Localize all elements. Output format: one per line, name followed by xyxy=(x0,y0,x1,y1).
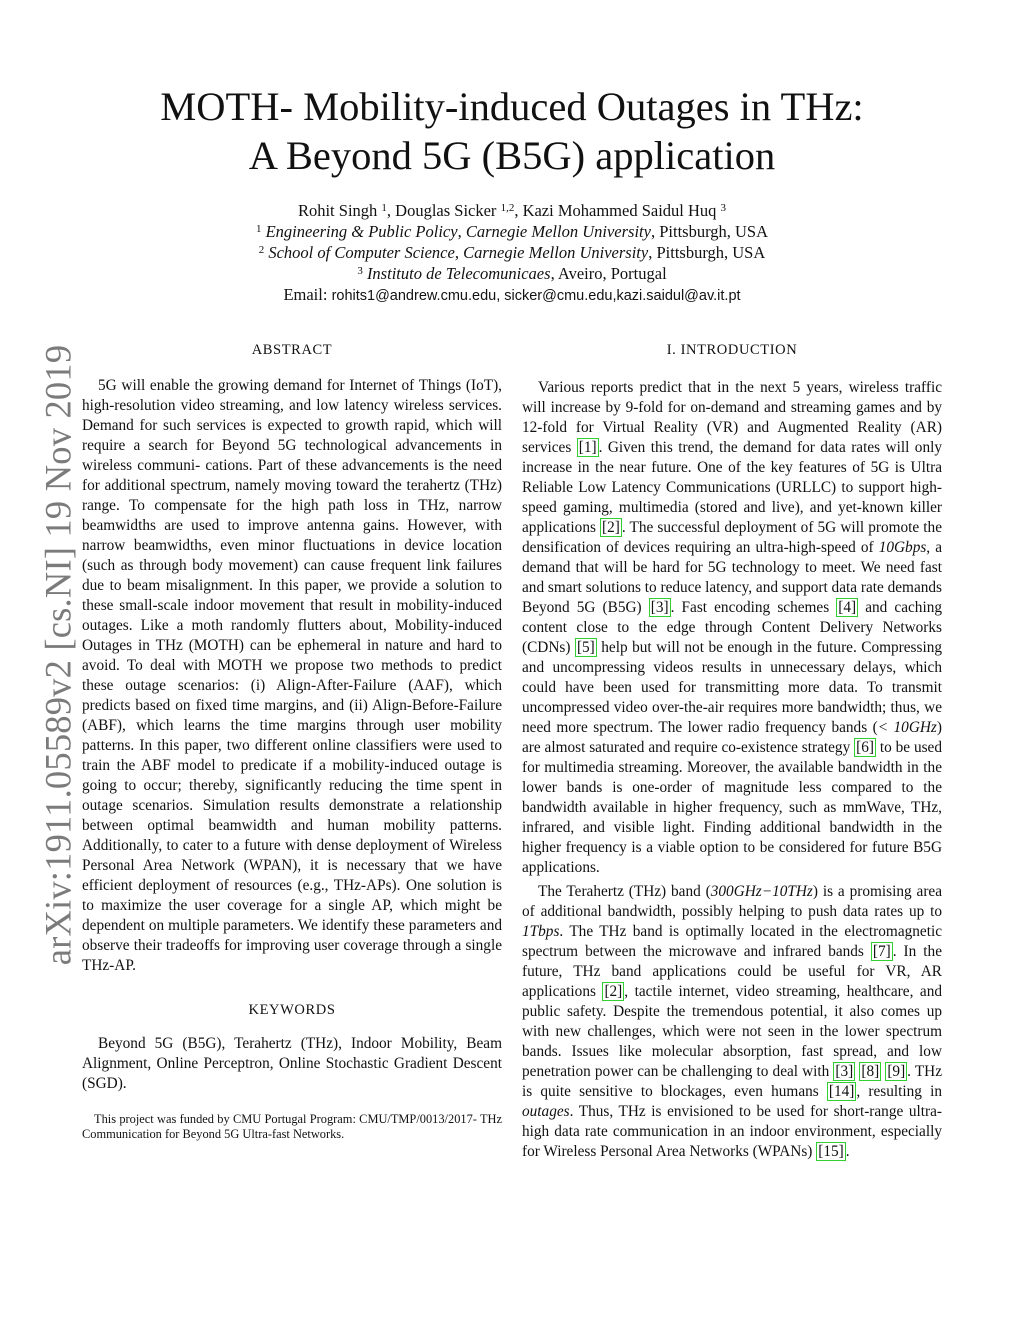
citation-link[interactable]: [2] xyxy=(602,519,620,536)
author-2: Douglas Sicker xyxy=(395,201,497,220)
citation-link[interactable]: [7] xyxy=(872,943,891,960)
citation-link[interactable]: [5] xyxy=(576,639,595,656)
right-column xyxy=(522,340,942,1162)
email-label: Email: xyxy=(283,285,328,304)
math-expression: 10Gbps xyxy=(878,539,927,556)
author-names: Rohit Singh $^1$, Douglas Sicker $^{1,2}$, Kazi Mohammed Saidul Huq $^3$ xyxy=(297,201,727,220)
math-expression: < 10GHz xyxy=(877,719,937,736)
math-expression: 1Tbps xyxy=(522,923,560,940)
author-2-affiliation-mark: 1,2 xyxy=(500,202,515,214)
citation-link[interactable]: [2] xyxy=(604,983,623,1000)
citation-link[interactable]: [15] xyxy=(818,1143,844,1160)
introduction-body xyxy=(522,378,942,1162)
keywords-heading: KEYWORDS xyxy=(248,1002,336,1018)
affiliation-2: $^2$ School of Computer Science, Carnegie Mellon University, Pittsburgh, USA xyxy=(258,243,766,262)
author-3-affiliation-mark: 3 xyxy=(720,202,727,214)
affiliation-1: $^1$ Engineering & Public Policy, Carnegie Mellon University, Pittsburgh, USA xyxy=(255,222,769,241)
emphasis-outages: outages xyxy=(522,1103,570,1120)
keywords-text: Beyond 5G (B5G), Terahertz (THz), Indoor Mobility, Beam Alignment, Online Perceptron, Online Stochastic Gradient Descent (SGD). xyxy=(82,1035,502,1092)
left-column xyxy=(82,340,502,1154)
citation-link[interactable]: [14] xyxy=(828,1083,855,1100)
author-1-affiliation-mark: 1 xyxy=(381,202,387,214)
author-3: Kazi Mohammed Saidul Huq xyxy=(522,201,717,220)
affiliation-3: $^3$ Instituto de Telecomunicaes, Aveiro, Portugal xyxy=(357,264,667,283)
author-1: Rohit Singh xyxy=(297,201,378,220)
email-addresses[interactable]: rohits1@andrew.cmu.edu, sicker@cmu.edu,kazi.saidul@av.it.pt xyxy=(331,288,741,304)
intro-paragraph-1: Various reports predict that in the next 5 years, wireless traffic will increase by 9-fold for on-demand and streaming games and by 12-fold for Virtual Reality (VR) and Augmented Reality (AR) services [1] . Given this trend, the demand for data rates will only increase in the near future. One of the key features of 5G is Ultra Reliable Low Latency Communications (URLLC) to support high-speed gaming, multimedia (stored and live), and yet-known killer applications [2] . The successful deployment of 5G will promote the densification of devices requiring an ultra-high-speed of 10Gbps, a demand that will be hard for 5G technology to meet. We need fast and smart solutions to reduce latency, and support data rate demands Beyond 5G (B5G) [3] . Fast encoding schemes [4] and caching content close to the edge through Content Delivery Networks (CDNs) [5] help but will not be enough in the future. Compressing and uncompressing videos results in unnecessary delays, which could have been used for transmitting more data. To transmit uncompressed video over-the-air requires more bandwidth; thus, we need more spectrum. The lower radio frequency bands (< 10GHz) are almost saturated and require co-existence strategy [6] to be used for multimedia streaming. Moreover, the available bandwidth in the lower bands is one-order of magnitude less compared to the bandwidth available in higher frequency, such as mmWave, THz, infrared, and visible light. Finding additional bandwidth in the higher frequency is a viable option to be considered for future B5G applications. xyxy=(522,379,943,876)
citation-link[interactable]: [6] xyxy=(856,739,874,756)
paper-title xyxy=(0,82,1024,180)
citation-link[interactable]: [3] xyxy=(650,599,669,616)
citation-link[interactable]: [1] xyxy=(578,439,597,456)
abstract-text: 5G will enable the growing demand for Internet of Things (IoT), high-resolution video streaming, and low latency wireless services. Demand for such services is expected to growth rapid, which will require a search for Beyond 5G technological advancements in wireless communi- cations. Part of these advancements is the need for additional spectrum, namely moving toward the terahertz (THz) range. To compensate for the high path loss in THz, narrow beamwidths are used to improve antenna gains. However, with narrow beamwidths, even minor fluctuations in device location (such as through body movement) can cause frequent link failures due to beam misalignment. In this paper, we provide a solution to these small-scale indoor movement that result in mobility-induced outages. Like a moth randomly flutters about, Mobility-induced Outages in THz (MOTH) can be ephemeral in nature and hard to avoid. To deal with MOTH we propose two methods to predict these outage scenarios: (i) Align-After-Failure (AAF), which predicts based on fixed time margins, and (ii) Align-Before-Failure (ABF), which learns the time margins through user mobility patterns. In this paper, two different online classifiers were used to train the ABF model to predicate if a mobility-induced outage is going to occur; thereby, significantly reducing the time spent in outage scenarios. Simulation results demonstrate a relationship between optimal beamwidth and human mobility patterns. Additionally, to cater to a future with dense deployment of Wireless Personal Area Network (WPAN), it is necessary that we have efficient deployment of resources (e.g., THz-APs). One solution is to maximize the user coverage for a single AP, which might be dependent on multiple parameters. We identify these parameters and observe their tradeoffs for improving user coverage through a single THz-AP. xyxy=(82,377,502,974)
funding-footnote: This project was funded by CMU Portugal Program: CMU/TMP/0013/2017- THz Communication for Beyond 5G Ultra-fast Networks. xyxy=(82,1112,502,1141)
citation-link[interactable]: [9] xyxy=(887,1063,906,1080)
email-line xyxy=(0,284,1024,307)
abstract-heading: ABSTRACT xyxy=(251,342,333,358)
title-line-2: A Beyond 5G (B5G) application xyxy=(248,133,776,178)
title-line-1: MOTH- Mobility-induced Outages in THz: xyxy=(160,84,864,129)
intro-paragraph-2: The Terahertz (THz) band (300GHz−10THz) is a promising area of additional bandwidth, possibly helping to push data rates up to 1Tbps. The THz band is optimally located in the electromagnetic spectrum between the microwave and infrared bands [7] . In the future, THz band applications could be useful for VR, AR applications [2] , tactile internet, video streaming, healthcare, and public safety. Despite the tremendous potential, it also comes up with new challenges, which were not seen in the lower spectrum bands. Issues like molecular absorption, fast spread, and low penetration power can be challenging to deal with [3] [8] [9] . THz is quite sensitive to blockages, even humans [14] , resulting in outages. Thus, THz is envisioned to be used for short-range ultra-high data rate communication in an indoor environment, especially for Wireless Personal Area Networks (WPANs) [15] . xyxy=(522,883,942,1160)
citation-link[interactable]: [4] xyxy=(838,599,857,616)
math-expression: 300GHz−10THz xyxy=(710,883,813,900)
citation-link[interactable]: [8] xyxy=(861,1063,880,1080)
introduction-heading: I. INTRODUCTION xyxy=(666,342,798,358)
arxiv-identifier: arXiv:1911.05589v2 [cs.NI] 19 Nov 2019 xyxy=(37,344,79,966)
citation-link[interactable]: [3] xyxy=(835,1063,854,1080)
author-block xyxy=(0,200,1024,307)
